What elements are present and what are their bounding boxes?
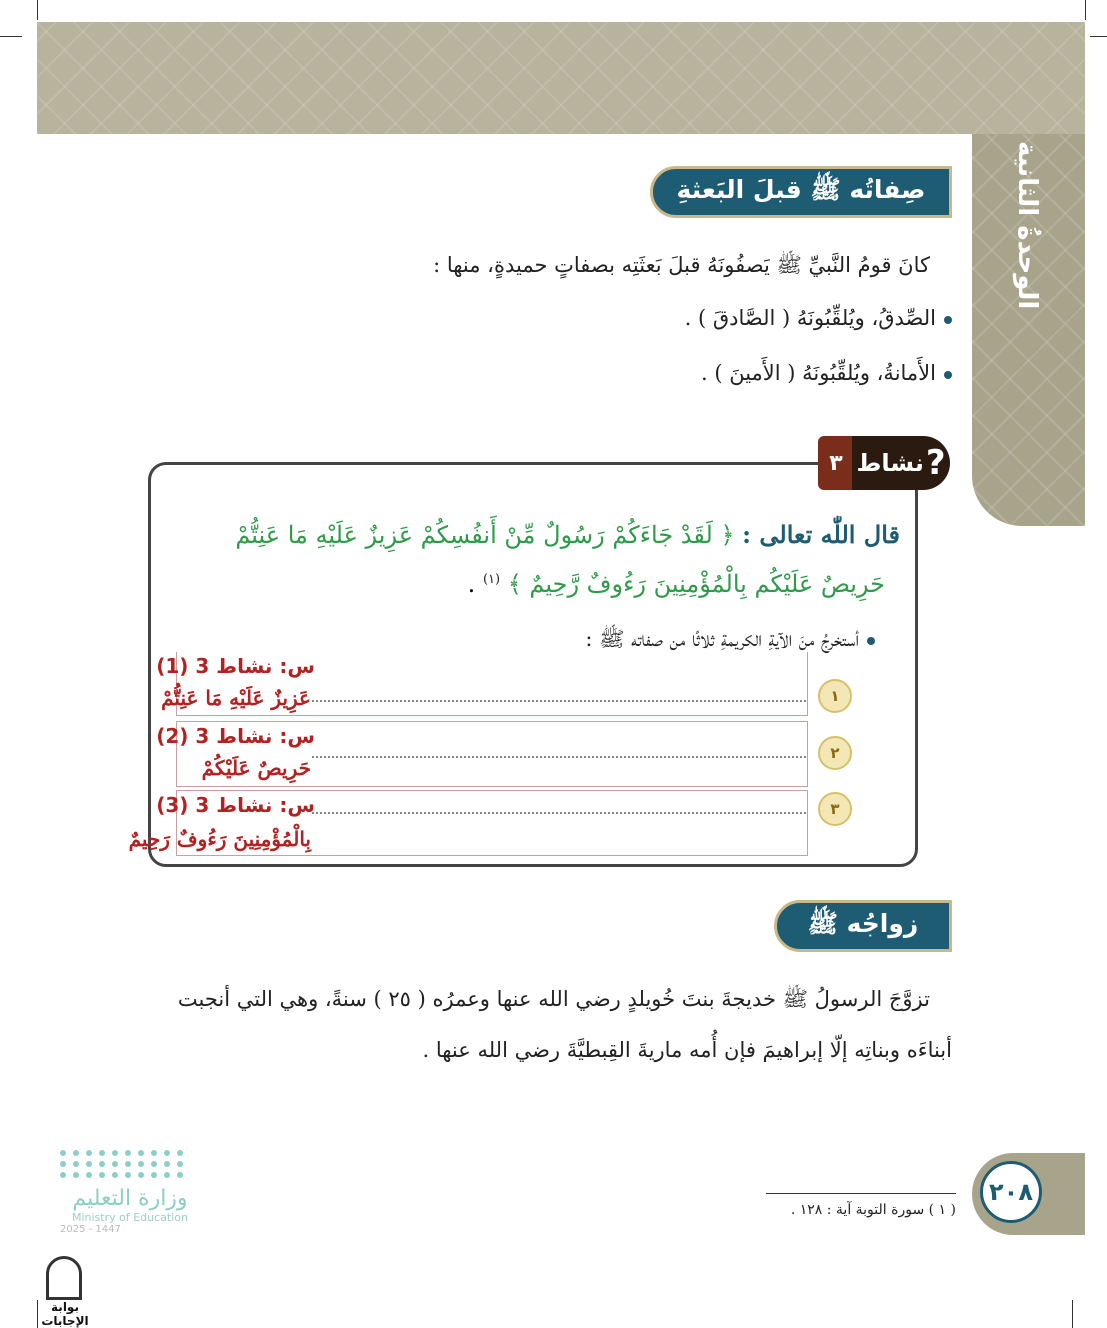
answer-question-label: س: نشاط 3 (3) (156, 793, 315, 817)
ministry-dots-icon (60, 1150, 190, 1178)
watermark-logo (28, 1256, 102, 1328)
page-number: ٢٠٨ (980, 1161, 1042, 1223)
ministry-year: 2025 - 1447 (60, 1224, 121, 1235)
activity-label-text: نشاط (856, 449, 924, 477)
answer-text: حَرِيصٌ عَلَيْكُمْ (201, 756, 311, 780)
crop-mark (1072, 1300, 1073, 1328)
answer-dotted-line (312, 700, 806, 702)
verse-intro: قال اللّٰه تعالى : (742, 520, 900, 549)
ministry-name-en: Ministry of Education (71, 1211, 188, 1224)
crop-mark (0, 36, 22, 37)
verse-text-2: حَرِيصٌ عَلَيْكُم بِالْمُؤْمِنِينَ رَءُوفٌ رَّحِيمٌ ﴾ (507, 570, 885, 598)
bullet-item (600, 306, 952, 330)
answer-dotted-line (312, 812, 806, 814)
bullet-icon (944, 316, 952, 324)
ministry-logo (60, 1150, 200, 1270)
verse-text-1: ﴿ لَقَدْ جَاءَكُمْ رَسُولٌ مِّنْ أَنفُسِكُمْ عَزِيزٌ عَلَيْهِ مَا عَنِتُّمْ (235, 521, 735, 549)
answer-badge-2: ٢ (818, 736, 852, 770)
footnote-ref: (١) (482, 572, 501, 587)
activity-number: ٣ (818, 436, 854, 490)
crop-mark (1090, 36, 1107, 37)
verse-line-2: حَرِيصٌ عَلَيْكُم بِالْمُؤْمِنِينَ رَءُوفٌ رَّحِيمٌ ﴾ $^{(١)}$ . (467, 570, 885, 598)
answer-badge-3: ٣ (818, 792, 852, 826)
section-heading-text: صِفاتُه ﷺ قبلَ البَعثةِ (676, 174, 926, 204)
activity-label (852, 436, 950, 490)
section1-intro: كانَ قومُ النَّبيِّ ﷺ يَصفُونَهُ قبلَ بَعثَتِه بصفاتٍ حميدةٍ، منها : (433, 253, 930, 277)
bullet-item (600, 361, 952, 385)
answer-question-label: س: نشاط 3 (1) (156, 654, 315, 678)
ministry-name-ar: وزارة التعليم (72, 1186, 188, 1211)
crop-mark (1085, 0, 1086, 20)
answer-dotted-line (312, 756, 806, 758)
activity-question-text: أستخرجُ منَ الآيةِ الكريمةِ ثلاثًا من صفاته ﷺ : (585, 627, 859, 651)
bullet-icon (867, 637, 875, 645)
question-mark-icon: ? (925, 443, 946, 483)
section2-line-1: تزوَّجَ الرسولُ ﷺ خديجةَ بنتَ خُويلدٍ رضي الله عنها وعمرُه ( ٢٥ ) سنةً، وهي التي أنجبت (177, 987, 930, 1011)
unit-title: الوحدةُ الثانية (1012, 140, 1042, 310)
answer-box-3 (128, 790, 808, 856)
answer-box-1 (156, 652, 808, 716)
header-pattern-band (37, 22, 1085, 134)
answer-question-label: س: نشاط 3 (2) (156, 724, 315, 748)
footnote: ( ١ ) سورة التوبة آية : ١٢٨ . (790, 1202, 956, 1218)
mosque-arch-icon (46, 1256, 82, 1300)
bullet-text: الأَمانةُ، ويُلقِّبُونَهُ ( الأَمينَ ) . (700, 361, 936, 385)
section-heading-attributes (650, 166, 952, 218)
crop-mark (37, 1300, 38, 1328)
crop-mark (37, 0, 38, 20)
answer-text: عَزِيزٌ عَلَيْهِ مَا عَنِتُّمْ (161, 686, 311, 710)
answer-box-2 (156, 721, 808, 787)
page-number-tab (972, 1153, 1085, 1235)
activity-tab (818, 436, 950, 492)
footnote-divider (766, 1193, 956, 1194)
watermark-text: بوابة الإجابات (41, 1300, 89, 1328)
section-heading-marriage (774, 900, 952, 952)
bullet-icon (944, 371, 952, 379)
answer-badge-1: ١ (818, 679, 852, 713)
section2-line-2: أبناءَه وبناتِه إلّا إبراهيمَ فإن أُمه ماريةَ القِبطيَّةَ رضي الله عنها . (422, 1038, 952, 1062)
answer-text: بِالْمُؤْمِنِينَ رَءُوفٌ رَحِيمٌ (128, 827, 311, 851)
verse-line-1 (160, 520, 900, 549)
section-heading-text: زواجُه ﷺ (807, 908, 919, 938)
bullet-text: الصِّدقُ، ويُلقِّبُونَهُ ( الصَّادقَ ) . (684, 306, 936, 330)
